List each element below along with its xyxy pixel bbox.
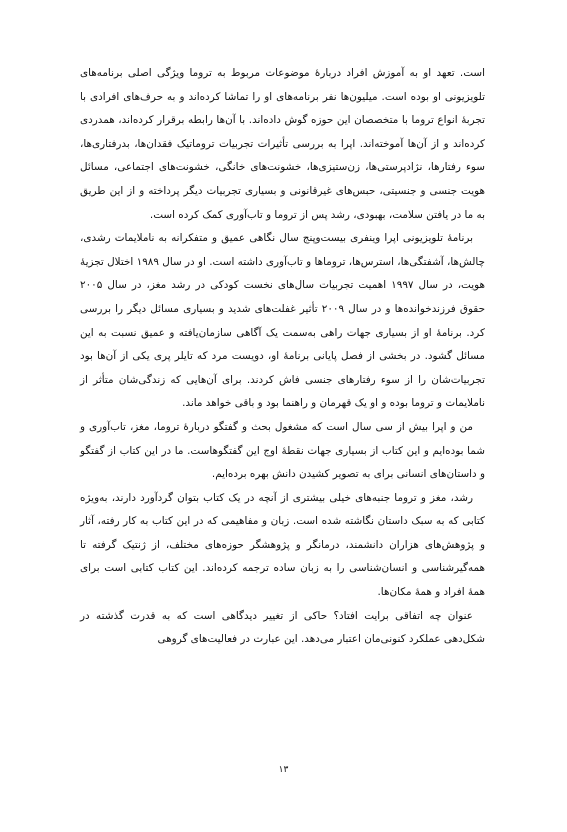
paragraph-5: عنوان چه اتفاقی برایت افتاد؟ حاکی از تغییر دیدگاهی است که به قدرت گذشته در شکل‌دهی عملکرد کنونی‌مان اعتبار می‌دهد. این عبارت در فعالیت‌های گروهی	[80, 609, 485, 646]
body-text	[80, 62, 485, 652]
paragraph-3: من و اپرا بیش از سی سال است که مشغول بحث و گفتگو دربارۀ تروما، مغز، تاب‌آوری و شما بوده‌ایم و این کتاب از بسیاری جهات نقطۀ اوج این گفتگوهاست. ما در این کتاب از گفتگو و داستان‌های انسانی برای به تصویر کشیدن دانش بهره برده‌ایم.	[80, 420, 485, 481]
paragraph-1: است. تعهد او به آموزش افراد دربارۀ موضوعات مربوط به تروما ویژگی اصلی برنامه‌های تلویزیونی او بوده است. میلیون‌ها نفر برنامه‌های او را تماشا کرده‌اند و به حرف‌های افرادی با تجربۀ انواع تروما با متخصصان این حوزه گوش داده‌اند. با آن‌ها رابطه برقرار کرده‌اند، همدردی کرده‌اند و از آن‌ها آموخته‌اند. اپرا به بررسی تأثیرات تجربیات تروماتیک فقدان‌ها، بدرفتاری‌ها، سوء رفتارها، نژادپرستی‌ها، زن‌ستیزی‌ها، خشونت‌های خانگی، خشونت‌های اجتماعی، مسائل هویت جنسی و جنسیتی، حبس‌های غیرقانونی و بسیاری تجربیات دیگر پرداخته و از این طریق به ما در یافتن سلامت، بهبودی، رشد پس از تروما و تاب‌آوری کمک کرده است.	[80, 67, 485, 221]
page-number: ۱۳	[278, 765, 289, 775]
paragraph-2: برنامۀ تلویزیونی اپرا وینفری بیست‌وپنج سال نگاهی عمیق و متفکرانه به ناملایمات رشدی، چالش‌ها، آشفتگی‌ها، استرس‌ها، تروماها و تاب‌آوری داشته است. او در سال ۱۹۸۹ اختلال تجزیۀ هویت، در سال ۱۹۹۷ اهمیت تجربیات سال‌های نخست کودکی در رشد مغز، در سال ۲۰۰۵ حقوق فرزندخوانده‌ها و در سال ۲۰۰۹ تأثیر غفلت‌های شدید و بسیاری مسائل دیگر را بررسی کرد. برنامۀ او از بسیاری جهات راهی به‌سمت یک آگاهی سازمان‌یافته و عمیق نسبت به این مسائل گشود. در بخشی از فصل پایانی برنامۀ او، دویست مرد که تایلر پری یکی از آن‌ها بود تجربیات‌شان را از سوء رفتارهای جنسی فاش کردند. برای آن‌هایی که زندگی‌شان متأثر از ناملایمات و تروما بوده و او یک قهرمان و راهنما بود و باقی خواهد ماند.	[80, 232, 485, 410]
paragraph-4: رشد، مغز و تروما جنبه‌های خیلی بیشتری از آنچه در یک کتاب بتوان گردآورد دارند، به‌ویژه کتابی که به سبک داستان نگاشته شده است. زبان و مفاهیمی که در این کتاب به کار رفته، آثار و پژوهش‌های هزاران دانشمند، درمانگر و پژوهشگر حوزه‌های مختلف، از ژنتیک گرفته تا همه‌گیرشناسی و انسان‌شناسی را به زبان ساده ترجمه کرده‌اند. این کتاب کتابی است برای همۀ افراد و همۀ مکان‌ها.	[80, 491, 485, 599]
